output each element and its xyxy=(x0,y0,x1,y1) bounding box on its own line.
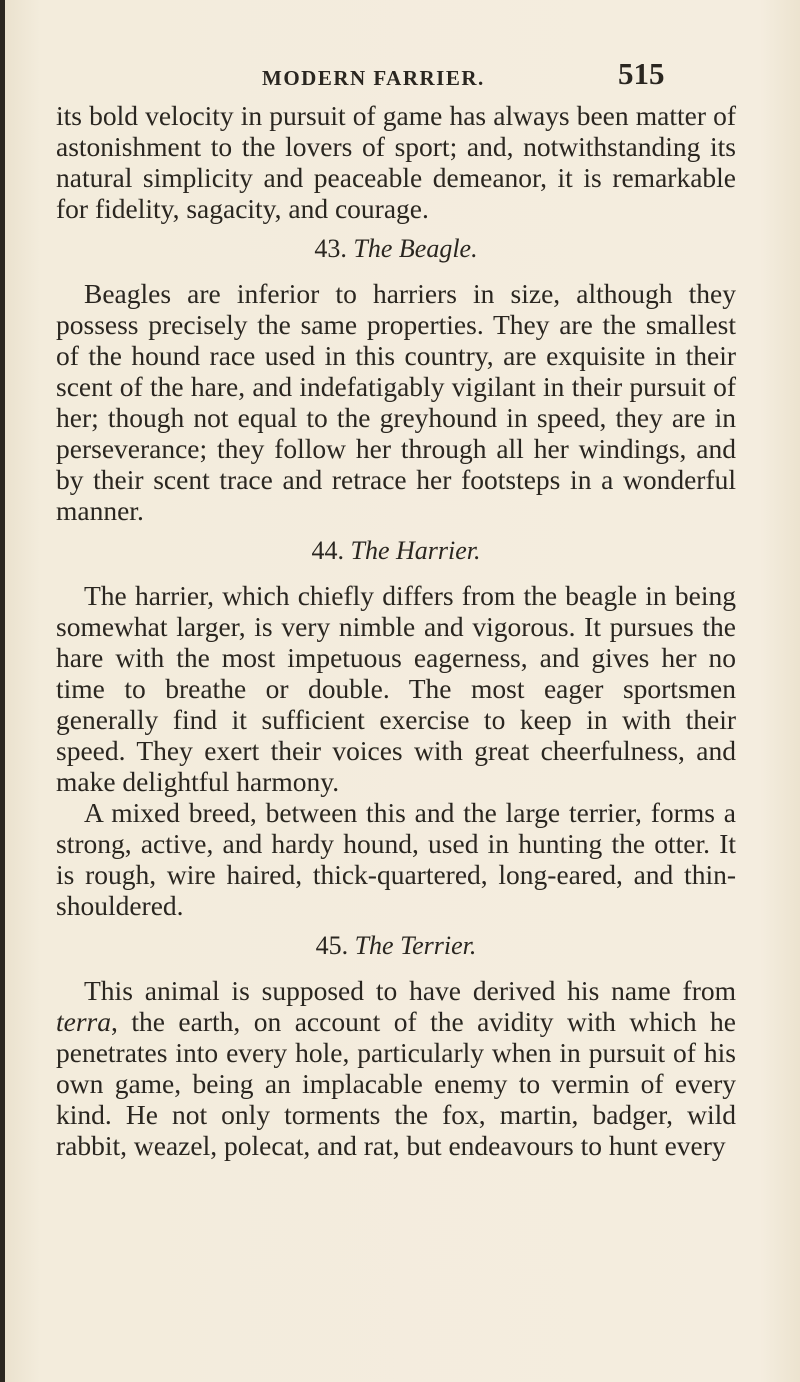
paragraph-mixed-breed: A mixed breed, between this and the large terrier, forms a strong, active, and hardy hound, used in hunting the otter. It is rough, wire haired, thick-quartered, long-eared, and thin-shouldered. xyxy=(56,797,736,921)
running-title: MODERN FARRIER. xyxy=(262,66,485,90)
section-number: 43. xyxy=(314,234,347,263)
body-text xyxy=(56,100,736,1161)
section-heading-44 xyxy=(56,536,736,566)
binding-edge xyxy=(0,0,5,1382)
section-number: 45. xyxy=(315,931,349,960)
paragraph-beagle: Beagles are inferior to harriers in size, although they possess precisely the same properties. They are the smallest of the hound race used in this country, are exquisite in their scent of the hare, and indefatigably vigilant in their pursuit of her; though not equal to the greyhound in speed, they are in perseverance; they follow her through all her windings, and by their scent trace and retrace her footsteps in a wonderful manner. xyxy=(56,278,736,526)
paragraph-text: , the earth, on account of the avidity with which he penetrates into every hole, particularly when in pursuit of his own game, being an implacable enemy to vermin of every kind. He not only torments the fox, martin, badger, wild rabbit, weazel, polecat, and rat, but endeavours to hunt every xyxy=(56,1006,736,1161)
page-number: 515 xyxy=(618,56,665,91)
section-title: The Beagle. xyxy=(353,234,478,263)
paragraph-intro: its bold velocity in pursuit of game has always been matter of astonishment to the lovers of sport; and, notwithstanding its natural simplicity and peaceable demeanor, it is remarkable for fidelity, sagacity, and courage. xyxy=(56,100,736,224)
paragraph-text: This animal is supposed to have derived his name from xyxy=(84,975,736,1006)
running-head xyxy=(0,46,800,90)
section-heading-43 xyxy=(56,234,736,264)
paragraph-harrier: The harrier, which chiefly differs from the beagle in being somewhat larger, is very nimble and vigorous. It pursues the hare with the most impetuous eagerness, and gives her no time to breathe or double. The most eager sportsmen generally find it sufficient exercise to keep in with their speed. They exert their voices with great cheerfulness, and make delightful harmony. xyxy=(56,580,736,797)
section-title: The Harrier. xyxy=(350,536,481,565)
paragraph-terrier xyxy=(56,975,736,1161)
section-title: The Terrier. xyxy=(354,931,477,960)
section-number: 44. xyxy=(311,536,344,565)
section-heading-45 xyxy=(56,931,736,961)
italic-word: terra xyxy=(56,1006,111,1037)
